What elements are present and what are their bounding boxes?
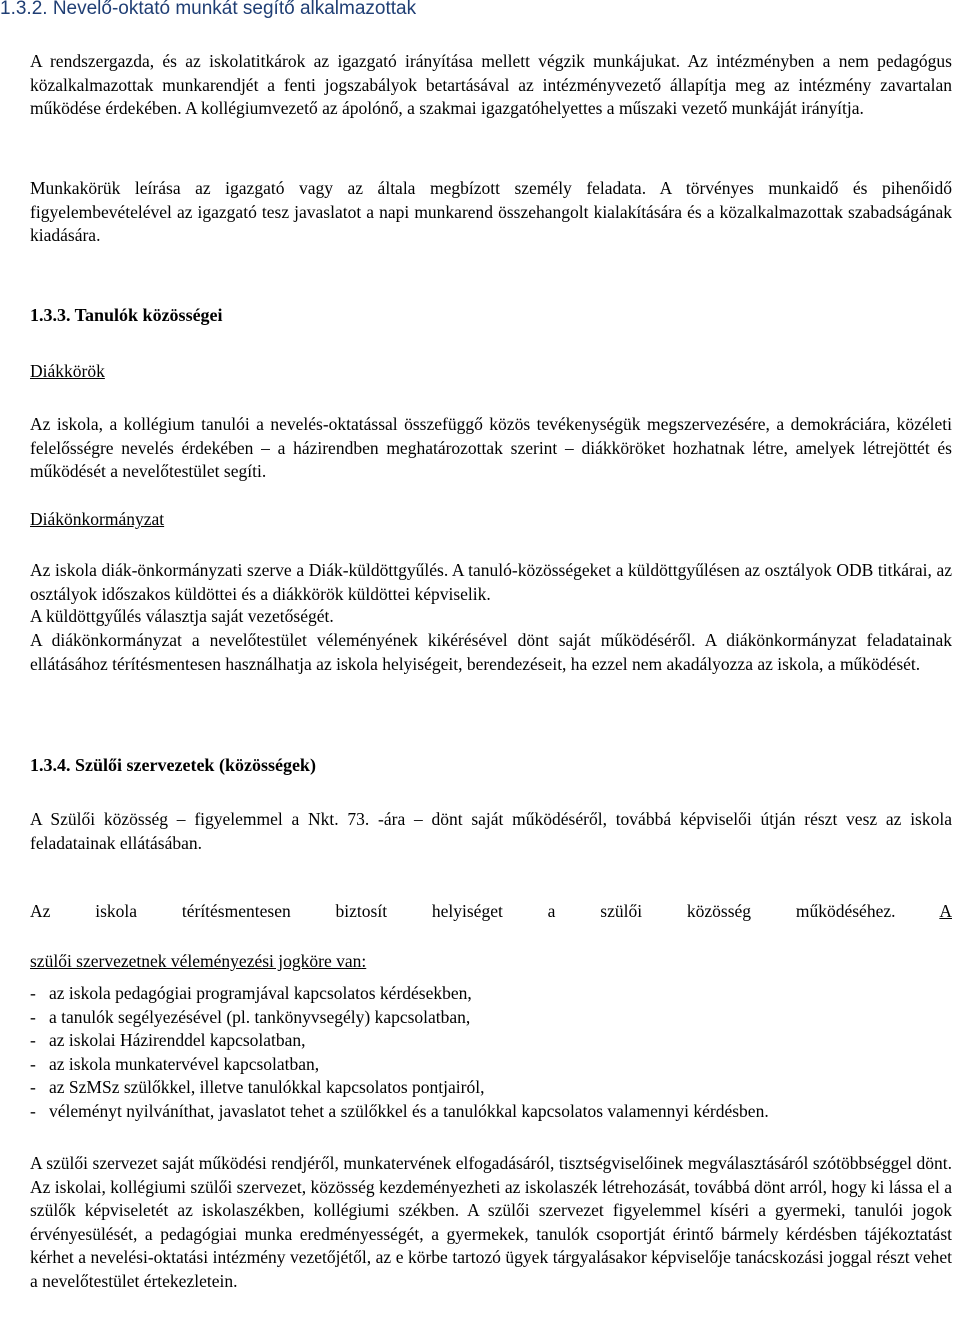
diakonkormanyzat-para-1: Az iskola diák-önkormányzati szerve a Diák-küldöttgyűlés. A tanuló-közösségeket a küldöttgyűlésen az osztályok ODB titkárai, az osztályok időszakos küldöttei és a diákkörök küldöttei képviselik.	[30, 560, 952, 604]
section-134-para-1: A Szülői közösség – figyelemmel a Nkt. 73. -ára – dönt saját működéséről, továbbá képviselői útján részt vesz az iskola feladatainak ellátásában.	[30, 809, 952, 853]
list-item: - az iskola pedagógiai programjával kapcsolatos kérdésekben,	[30, 983, 472, 1003]
section-132-heading: 1.3.2. Nevelő-oktató munkát segítő alkalmazottak	[0, 0, 417, 19]
list-item: - az SzMSz szülőkkel, illetve tanulókkal kapcsolatos pontjairól,	[30, 1077, 485, 1098]
section-134-para-2-text: Az iskola térítésmentesen biztosít helyiséget a szülői közösség működéséhez.	[30, 901, 896, 921]
section-134-heading: 1.3.4. Szülői szervezetek (közösségek)	[30, 755, 316, 775]
diakonkormanyzat-subheading: Diákönkormányzat	[30, 509, 165, 529]
section-133-heading: 1.3.3. Tanulók közösségei	[30, 305, 223, 325]
section-134-para-3: A szülői szervezet saját működési rendjéről, munkatervének elfogadásáról, tisztségviselőinek megválasztásáról szótöbbséggel dönt. Az iskolai, kollégiumi szülői szervezet, közösség kezdeményezheti az iskolaszék létrehozását, továbbá dönt arról, hogy ki lássa el a szülők képviseletét az iskolaszékben, kollégiumi székben. A szülői szervezet figyelemmel kíséri a gyermeki, tanulói jogok érvényesülését, a pedagógiai munka eredményességét, a gyermekek, tanulók csoportját érintő bármely kérdésben tájékoztatást kérhet a nevelési-oktatási intézmény vezetőjétől, az e körbe tartozó ügyek tárgyalásakor képviselője tanácskozási joggal részt vehet a nevelőtestület értekezletein.	[30, 1153, 952, 1291]
section-132-para-2: Munkakörük leírása az igazgató vagy az általa megbízott személy feladata. A törvényes munkaidő és pihenőidő figyelembevételével az igazgató tesz javaslatot a napi munkarend összehangolt kialakítására és a közalkalmazottak szabadságának kiadására.	[30, 178, 952, 246]
rights-list	[30, 982, 769, 1124]
list-item: - a tanulók segélyezésével (pl. tankönyvsegély) kapcsolatban,	[30, 1006, 471, 1027]
diakonkormanyzat-line: A küldöttgyűlés választja saját vezetőségét.	[30, 606, 334, 626]
list-item: - az iskolai Házirenddel kapcsolatban,	[30, 1030, 306, 1051]
section-134-para-2-tail: A	[939, 901, 952, 921]
diakkorok-subheading: Diákkörök	[30, 361, 105, 381]
diakonkormanyzat-para-2: A diákönkormányzat a nevelőtestület véleményének kikérésével dönt saját működéséről. A diákönkormányzat feladatainak ellátásához térítésmentesen használhatja az iskola helyiségeit, berendezéseit, ha ezzel nem akadályozza az iskola, a működését.	[30, 630, 952, 674]
diakkorok-para: Az iskola, a kollégium tanulói a nevelés-oktatással összefüggő közös tevékenységük megszervezésére, a demokráciára, közéleti felelősségre nevelés érdekében – a házirendben meghatározottak szerint – diákköröket hozhatnak létre, amelyek létrejöttét és működését a nevelőtestület segíti.	[30, 414, 952, 482]
list-item: - az iskola munkatervével kapcsolatban,	[30, 1053, 320, 1074]
rights-subheading: szülői szervezetnek véleményezési jogköre van:	[30, 951, 367, 971]
list-item: - véleményt nyilváníthat, javaslatot tehet a szülőkkel és a tanulókkal kapcsolatos valamennyi kérdésben.	[30, 1100, 769, 1121]
section-134-para-2	[30, 899, 952, 923]
section-132-para-1: A rendszergazda, és az iskolatitkárok az igazgató irányítása mellett végzik munkájukat. Az intézményben a nem pedagógus közalkalmazottak munkarendjét a fenti jogszabályok betartásával az intézményvezető állapítja meg az intézmény zavartalan működése érdekében. A kollégiumvezető az ápolónő, a szakmai igazgatóhelyettes a műszaki vezető munkáját irányítja.	[30, 51, 952, 119]
